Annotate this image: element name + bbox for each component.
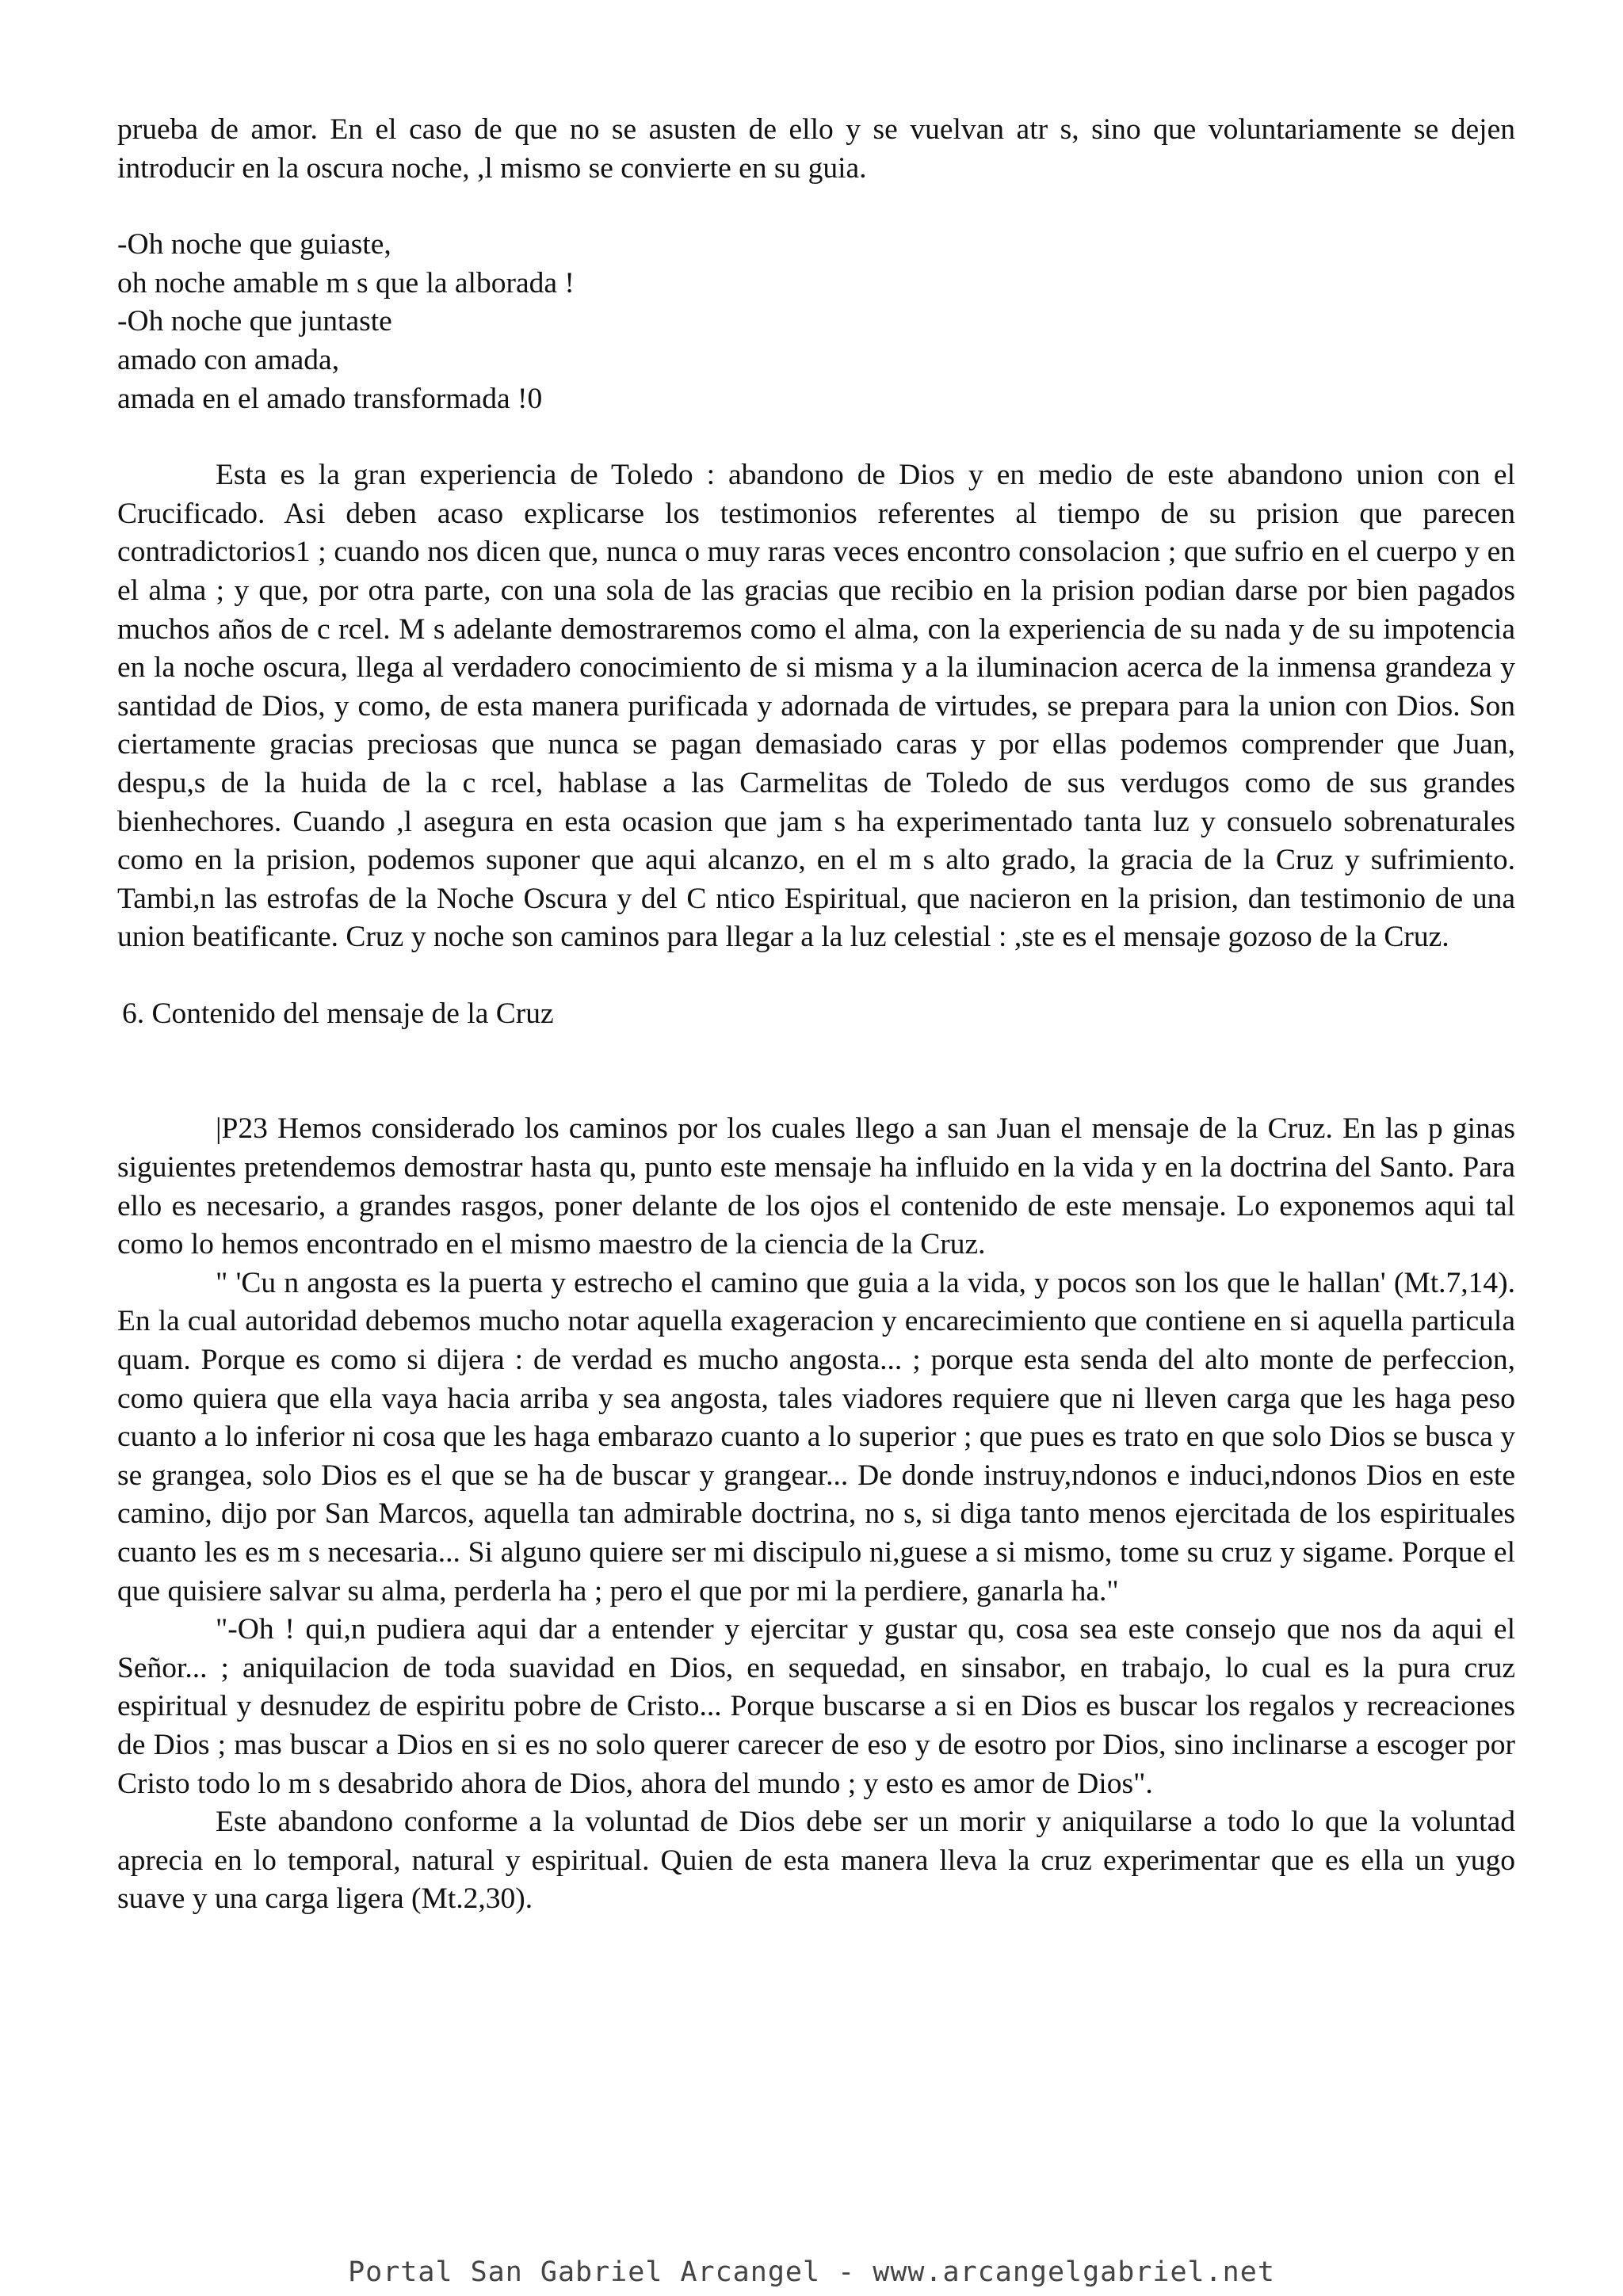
paragraph-quote-1: " 'Cu n angosta es la puerta y estrecho el camino que guia a la vida, y pocos son los que le hallan' (Mt.7,14). En la cual autoridad debemos mucho notar aquella exageracion y encarecimiento que contiene en si aquella particula quam. Porque es como si dijera : de verdad es mucho angosta... ; porque esta senda del alto monte de perfeccion, como quiera que ella vaya hacia arriba y sea angosta, tales viadores requiere que ni lleven carga que les haga peso cuanto a lo inferior ni cosa que les haga embarazo cuanto a lo superior ; que pues es trato en que solo Dios se busca y se grangea, solo Dios es el que se ha de buscar y grangear... De donde instruy,ndonos e induci,ndonos Dios en este camino, dijo por San Marcos, aquella tan admirable doctrina, no s, si diga tanto menos ejercitada de los espirituales cuanto les es m s necesaria... Si alguno quiere ser mi discipulo ni,guese a si mismo, tome su cruz y sigame. Porque el que quisiere salvar su alma, perderla ha ; pero el que por mi la perdiere, ganarla ha." [117,1266,1515,1608]
spacer [117,188,1515,226]
poem-line: amado con amada, [117,343,340,376]
paragraph-intro: prueba de amor. En el caso de que no se asusten de ello y se vuelvan atr s, sino que voluntariamente se dejen introducir en la oscura noche, ,l mismo se convierte en su guia. [117,113,1515,185]
poem-line: amada en el amado transformada !0 [117,382,543,415]
poem-line: -Oh noche que juntaste [117,305,392,338]
section-heading: 6. Contenido del mensaje de la Cruz [122,997,554,1030]
poem-line: -Oh noche que guiaste, [117,228,391,261]
spacer [117,957,1515,995]
paragraph-p23: |P23 Hemos considerado los caminos por los cuales llego a san Juan el mensaje de la Cruz. En las p ginas siguientes pretendemos demostrar hasta qu, punto este mensaje ha influido en la vida y en la doctrina del Santo. Para ello es necesario, a grandes rasgos, poner delante de los ojos el contenido de este mensaje. Lo exponemos aqui tal como lo hemos encontrado en el mismo maestro de la ciencia de la Cruz. [117,1112,1515,1261]
spacer [117,1033,1515,1110]
document-page [117,111,1515,1919]
page-footer: Portal San Gabriel Arcangel - www.arcangelgabriel.net [348,2256,1275,2288]
paragraph-toledo: Esta es la gran experiencia de Toledo : abandono de Dios y en medio de este abandono union con el Crucificado. Asi deben acaso explicarse los testimonios referentes al tiempo de su prision que parecen contradictorios1 ; cuando nos dicen que, nunca o muy raras veces encontro consolacion ; que sufrio en el cuerpo y en el alma ; y que, por otra parte, con una sola de las gracias que recibio en la prision podian darse por bien pagados muchos años de c rcel. M s adelante demostraremos como el alma, con la experiencia de su nada y de su impotencia en la noche oscura, llega al verdadero conocimiento de si misma y a la iluminacion acerca de la inmensa grandeza y santidad de Dios, y como, de esta manera purificada y adornada de virtudes, se prepara para la union con Dios. Son ciertamente gracias preciosas que nunca se pagan demasiado caras y por ellas podemos comprender que Juan, despu,s de la huida de la c rcel, hablase a las Carmelitas de Toledo de sus verdugos como de sus grandes bienhechores. Cuando ,l asegura en esta ocasion que jam s ha experimentado tanta luz y consuelo sobrenaturales como en la prision, podemos suponer que aqui alcanzo, en el m s alto grado, la gracia de la Cruz y sufrimiento. Tambi,n las estrofas de la Noche Oscura y del C ntico Espiritual, que nacieron en la prision, dan testimonio de una union beatificante. Cruz y noche son caminos para llegar a la luz celestial : ,ste es el mensaje gozoso de la Cruz. [117,459,1515,954]
poem-line: oh noche amable m s que la alborada ! [117,266,575,299]
poem-stanza [117,226,1515,418]
paragraph-closing: Este abandono conforme a la voluntad de Dios debe ser un morir y aniquilarse a todo lo que la voluntad aprecia en lo temporal, natural y espiritual. Quien de esta manera lleva la cruz experimentar que es ella un yugo suave y una carga ligera (Mt.2,30). [117,1806,1515,1916]
spacer [117,418,1515,456]
paragraph-quote-2: "-Oh ! qui,n pudiera aqui dar a entender y ejercitar y gustar qu, cosa sea este consejo que nos da aqui el Señor... ; aniquilacion de toda suavidad en Dios, en sequedad, en sinsabor, en trabajo, lo cual es la pura cruz espiritual y desnudez de espiritu pobre de Cristo... Porque buscarse a si en Dios es buscar los regalos y recreaciones de Dios ; mas buscar a Dios en si es no solo querer carecer de eso y de esotro por Dios, sino inclinarse a escoger por Cristo todo lo m s desabrido ahora de Dios, ahora del mundo ; y esto es amor de Dios". [117,1613,1515,1800]
